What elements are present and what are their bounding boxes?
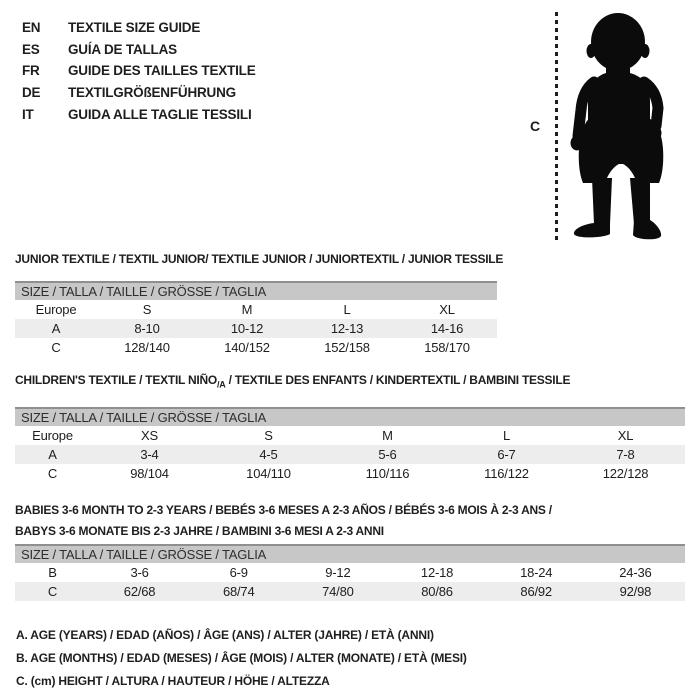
size-cell: 3-4 bbox=[90, 445, 209, 464]
title-text: BABIES 3-6 MONTH TO 2-3 YEARS / BEBÉS 3-6 MESES A 2-3 AÑOS / BÉBÉS 3-6 MOIS À 2-3 ANS / bbox=[15, 503, 552, 517]
size-cell: L bbox=[343, 302, 351, 317]
row-label: A bbox=[15, 445, 90, 464]
size-cell: 24-36 bbox=[619, 565, 652, 580]
size-cell: 14-16 bbox=[397, 319, 497, 338]
size-cell: 110/116 bbox=[365, 466, 410, 482]
language-label: GUIDA ALLE TAGLIE TESSILI bbox=[68, 106, 252, 122]
title-text: / TEXTILE DES ENFANTS / KINDERTEXTIL / BAMBINI TESSILE bbox=[225, 373, 571, 387]
size-cell: XL bbox=[439, 302, 455, 317]
table-row bbox=[15, 408, 685, 426]
language-list bbox=[22, 20, 256, 128]
size-table-junior bbox=[15, 281, 497, 357]
row-label: C bbox=[15, 582, 90, 601]
title-text: BABYS 3-6 MONATE BIS 2-3 JAHRE / BAMBINI 3-6 MESI A 2-3 ANNI bbox=[15, 524, 384, 538]
measure-legend bbox=[16, 624, 467, 693]
size-cell: M bbox=[241, 302, 253, 317]
size-cell: 6-7 bbox=[447, 445, 566, 464]
language-label: GUÍA DE TALLAS bbox=[68, 41, 177, 57]
table-row bbox=[15, 464, 685, 483]
size-cell: 122/128 bbox=[602, 466, 649, 482]
language-row bbox=[22, 107, 256, 129]
size-cell: 12-18 bbox=[420, 565, 454, 580]
table-title bbox=[15, 373, 685, 391]
size-cell: 62/68 bbox=[90, 582, 189, 601]
size-header-bar: SIZE / TALLA / TAILLE / GRÖSSE / TAGLIA bbox=[15, 408, 685, 426]
size-cell: S bbox=[142, 302, 152, 317]
size-header-bar: SIZE / TALLA / TAILLE / GRÖSSE / TAGLIA bbox=[15, 282, 497, 300]
size-cell: S bbox=[264, 428, 273, 444]
language-code: EN bbox=[22, 20, 41, 35]
size-figure bbox=[528, 4, 700, 250]
measure-c-label: C bbox=[530, 118, 541, 134]
table-row bbox=[15, 338, 497, 357]
legend-line-a: A. AGE (YEARS) / EDAD (AÑOS) / ÂGE (ANS) / ALTER (JAHRE) / ETÀ (ANNI) bbox=[16, 628, 434, 642]
size-cell: 8-10 bbox=[97, 319, 197, 338]
size-cell: 12-13 bbox=[297, 319, 397, 338]
size-cell: 128/140 bbox=[124, 340, 170, 355]
row-label: Europe bbox=[35, 302, 77, 317]
size-table-babies-section bbox=[15, 500, 685, 601]
language-row bbox=[22, 85, 256, 107]
size-cell: 4-5 bbox=[209, 445, 328, 464]
legend-line-c: C. (cm) HEIGHT / ALTURA / HAUTEUR / HÖHE / ALTEZZA bbox=[16, 674, 330, 688]
table-row bbox=[15, 426, 685, 445]
size-cell: 80/86 bbox=[387, 582, 486, 601]
language-row bbox=[22, 20, 256, 42]
size-table-children-section bbox=[15, 373, 685, 483]
size-cell: 18-24 bbox=[520, 565, 553, 580]
language-code: ES bbox=[22, 41, 40, 57]
size-cell: 86/92 bbox=[487, 582, 586, 601]
size-cell: 10-12 bbox=[197, 319, 297, 338]
row-label: B bbox=[48, 565, 57, 580]
size-cell: 68/74 bbox=[189, 582, 288, 601]
table-row bbox=[15, 582, 685, 601]
row-label: Europe bbox=[32, 428, 73, 444]
size-cell: L bbox=[502, 428, 511, 444]
size-cell: 3-6 bbox=[130, 565, 149, 580]
language-code: IT bbox=[22, 106, 34, 122]
language-label: TEXTILE SIZE GUIDE bbox=[68, 20, 201, 35]
size-cell: 92/98 bbox=[586, 582, 685, 601]
language-code: DE bbox=[22, 85, 41, 101]
size-cell: 6-9 bbox=[229, 565, 248, 580]
size-table-junior-section bbox=[15, 252, 504, 357]
language-label: GUIDE DES TAILLES TEXTILE bbox=[68, 63, 256, 79]
language-row bbox=[22, 63, 256, 85]
size-table-children bbox=[15, 407, 685, 483]
size-cell: 116/122 bbox=[484, 466, 529, 482]
size-cell: M bbox=[382, 428, 393, 444]
table-row bbox=[15, 545, 685, 563]
table-row bbox=[15, 319, 497, 338]
language-row bbox=[22, 42, 256, 64]
table-title bbox=[15, 500, 685, 542]
language-code: FR bbox=[22, 63, 40, 79]
language-label: TEXTILGRÖßENFÜHRUNG bbox=[68, 85, 236, 101]
size-header-bar: SIZE / TALLA / TAILLE / GRÖSSE / TAGLIA bbox=[15, 545, 685, 563]
size-cell: 74/80 bbox=[288, 582, 387, 601]
size-table-babies bbox=[15, 544, 685, 601]
size-cell: XS bbox=[141, 428, 158, 444]
toddler-silhouette-icon bbox=[558, 6, 688, 244]
table-title: JUNIOR TEXTILE / TEXTIL JUNIOR/ TEXTILE JUNIOR / JUNIORTEXTIL / JUNIOR TESSILE bbox=[15, 252, 504, 266]
legend-line-b: B. AGE (MONTHS) / EDAD (MESES) / ÂGE (MOIS) / ALTER (MONATE) / ETÀ (MESI) bbox=[16, 651, 467, 665]
size-cell: 9-12 bbox=[325, 565, 351, 580]
title-subscript: /A bbox=[216, 379, 226, 390]
title-text: CHILDREN'S TEXTILE / TEXTIL NIÑO bbox=[15, 373, 217, 387]
size-cell: 140/152 bbox=[224, 340, 270, 355]
table-row bbox=[15, 445, 685, 464]
table-row bbox=[15, 563, 685, 582]
row-label: A bbox=[15, 319, 97, 338]
table-row bbox=[15, 282, 497, 300]
size-cell: XL bbox=[617, 428, 634, 444]
size-cell: 7-8 bbox=[566, 445, 685, 464]
row-label: C bbox=[51, 340, 61, 355]
size-cell: 104/110 bbox=[246, 466, 291, 482]
size-cell: 5-6 bbox=[328, 445, 447, 464]
row-label: C bbox=[47, 466, 58, 482]
size-cell: 152/158 bbox=[324, 340, 370, 355]
table-row bbox=[15, 300, 497, 319]
size-cell: 158/170 bbox=[424, 340, 470, 355]
size-cell: 98/104 bbox=[130, 466, 169, 482]
